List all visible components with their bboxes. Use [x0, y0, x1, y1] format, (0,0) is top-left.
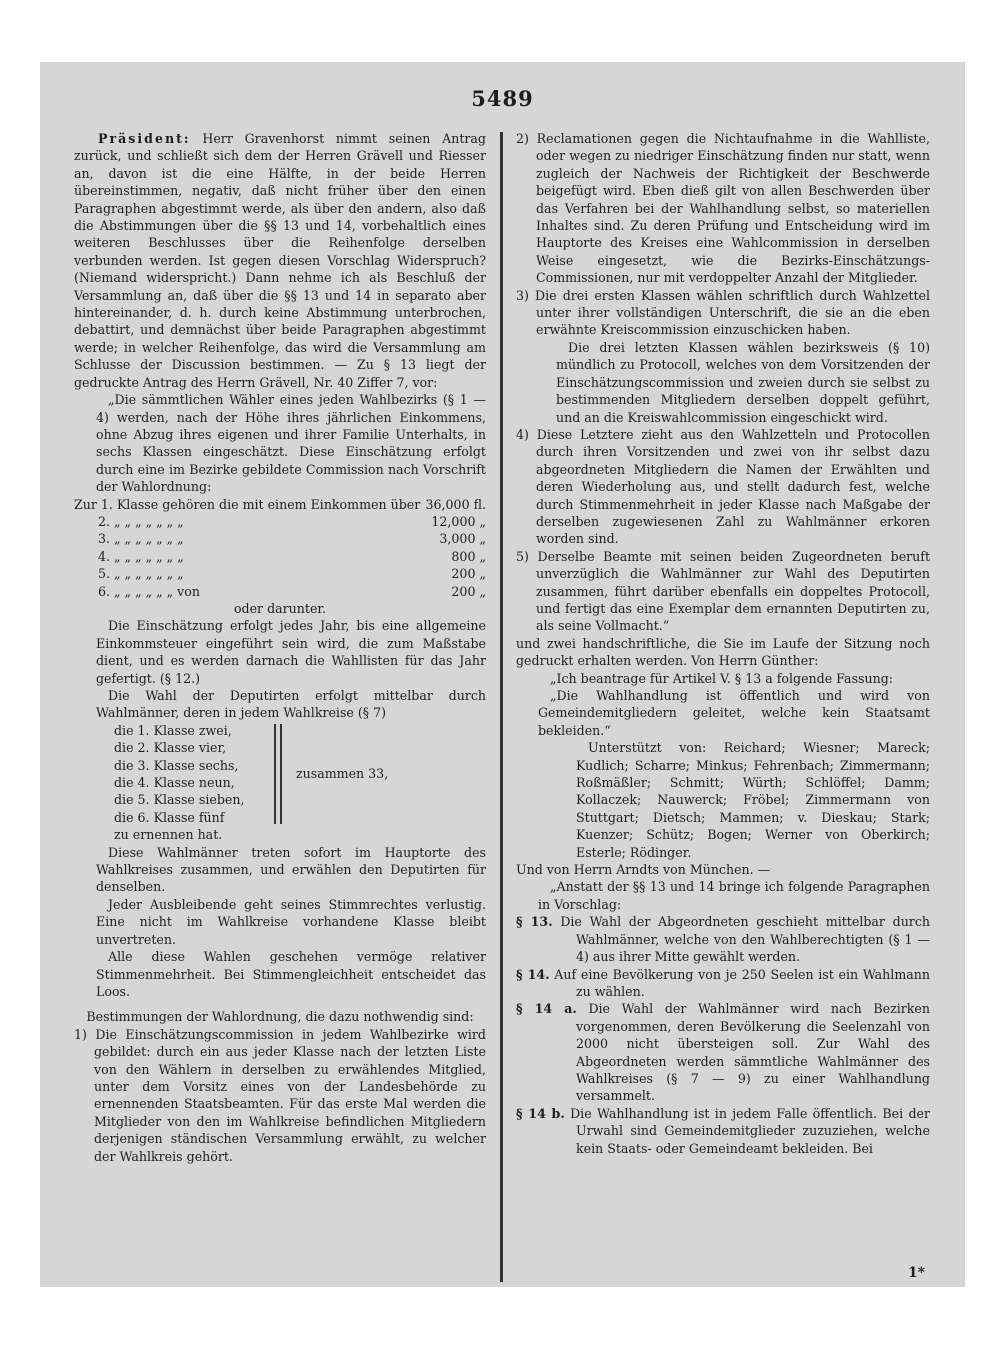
section-label: § 14 a.: [516, 1001, 577, 1017]
section-text: Die Wahl der Wahlmänner wird nach Bezirken vorgenommen, deren Bevölkerung die Seelenzahl von 2000 nicht übersteigen soll. Zur Wahl des Abgeordneten werden sämmtliche Wahlmänner des Wahlkreises (§ 7 — 9) zu einer Wahlhandlung versammelt.: [576, 1001, 930, 1104]
handwritten-note-paragraph: und zwei handschriftliche, die Sie im Laufe der Sitzung noch gedruckt erhalten werden. Von Herrn Günther:: [516, 635, 930, 669]
provision-3: 3) Die drei ersten Klassen wählen schriftlich durch Wahlzettel unter ihrer vollständigen Unterschrift, die sie an die eben erwähnte Kreiscommission einzuschicken haben.: [516, 287, 930, 338]
page-number: 5489: [471, 86, 534, 111]
list-item: die 5. Klasse sieben,: [114, 792, 245, 808]
provision-3b: Die drei letzten Klassen wählen bezirksweis (§ 10) mündlich zu Protocoll, welches von dem Vorsitzenden der Einschätzungscommission und zweien durch sie selbst zu bestimmenden Mitgliedern derselben doppelt geführt, und an die Kreiswahlcommission eingeschickt wird.: [556, 339, 930, 425]
brace-total: zusammen 33,: [296, 766, 389, 782]
brace-bracket: [274, 724, 282, 824]
table-row: [74, 548, 486, 565]
section-heading: Bestimmungen der Wahlordnung, die dazu nothwendig sind:: [86, 1009, 474, 1025]
list-item: die 2. Klasse vier,: [114, 740, 227, 756]
section-text: Auf eine Bevölkerung von je 250 Seelen ist ein Wahlmann zu wählen.: [554, 966, 930, 999]
class-label: 6. „ „ „ „ „ „ von: [98, 583, 200, 599]
column-divider: [500, 132, 503, 1282]
document-page: [40, 62, 965, 1287]
table-row: [74, 583, 486, 600]
deputy-paragraph: Die Wahl der Deputirten erfolgt mittelbar durch Wahlmänner, deren in jedem Wahlkreise (§ 7): [96, 688, 486, 721]
assessment-paragraph: Die Einschätzung erfolgt jedes Jahr, bis eine allgemeine Einkommsteuer eingeführt sein wird, die zum Maßstabe dient, und es werden darnach die Wahllisten für das Jahr gefertigt. (§ 12.): [96, 618, 486, 686]
right-column: [516, 130, 930, 1157]
section-text: Die Wahlhandlung ist in jedem Falle öffentlich. Bei der Urwahl sind Gemeindemitglieder zuzuziehen, welche kein Staats- oder Gemeindeamt bekleiden. Bei: [570, 1105, 930, 1156]
table-row: [74, 530, 486, 547]
section-label: § 13.: [516, 914, 553, 930]
supporters-list: Unterstützt von: Reichard; Wiesner; Mareck; Kudlich; Scharre; Minkus; Fehrenbach; Zimmermann; Roßmäßler; Schmitt; Würth; Schlöffel; Damm; Kollaczek; Nauwerck; Fröbel; Zimmermann von Stuttgart; Dietsch; Mammen; v. Dieskau; Stark; Kuenzer; Schütz; Bogen; Werner von Oberkirch; Esterle; Rödinger.: [576, 740, 930, 860]
arndts-motion: „Anstatt der §§ 13 und 14 bringe ich folgende Paragraphen in Vorschlag:: [538, 879, 930, 912]
arndts-intro: Und von Herrn Arndts von München. —: [516, 862, 771, 878]
footer-mark: 1*: [907, 1265, 925, 1281]
majority-paragraph: Alle diese Wahlen geschehen vermöge relativer Stimmenmehrheit. Bei Stimmengleichheit entscheidet das Loos.: [96, 949, 486, 999]
table-row: [74, 565, 486, 582]
class-label: 5. „ „ „ „ „ „ „: [98, 566, 184, 582]
table-row: [74, 496, 486, 513]
list-item: die 1. Klasse zwei,: [114, 722, 232, 738]
section-14: [516, 966, 930, 1001]
motion-quote: „Die sämmtlichen Wähler eines jeden Wahlbezirks (§ 1 — 4) werden, nach der Höhe ihres jährlichen Einkommens, ohne Abzug ihres eigenen und ihrer Familie Unterhalts, in sechs Klassen eingeschätzt. Diese Einschätzung erfolgt durch eine im Bezirke gebildete Commission nach Vorschrift der Wahlordnung:: [96, 392, 486, 495]
class-amount: 200 „: [451, 566, 486, 582]
president-paragraph: [74, 130, 486, 391]
elector-brace-list: [74, 722, 486, 826]
president-text: Herr Gravenhorst nimmt seinen Antrag zurück, und schließt sich dem der Herren Grävell und Riesser an, davon ist die eine Hälfte, in der beide Herren übereinstimmen, negativ, daß nicht früher über den einen Paragraphen abgestimmt werde, als über den andern, also daß die Abstimmungen über die §§ 13 und 14, vorbehaltlich eines weiteren Beschlusses über die Reihenfolge derselben verbunden werden. Ist gegen diesen Vorschlag Widerspruch? (Niemand widerspricht.) Dann nehme ich als Beschluß der Versammlung an, daß über die §§ 13 und 14 in separato aber hintereinander, d. h. durch keine Abstimmung unterbrochen, debattirt, und demnächst über beide Paragraphen abgestimmt werde; in welcher Reihenfolge, das wird die Versammlung am Schlusse der Discussion bestimmen. — Zu § 13 liegt der gedruckte Antrag des Herrn Grävell, Nr. 40 Ziffer 7, vor:: [74, 131, 486, 390]
provision-2: 2) Reclamationen gegen die Nichtaufnahme in die Wahlliste, oder wegen zu niedriger Einschätzung finden nur statt, wenn zugleich der Nachweis der Richtigkeit der Beschwerde beigefügt wird. Eben dieß gilt von allen Beschwerden über das Verfahren bei der Wahlhandlung selbst, so materiellen Inhaltes sind. Zu deren Prüfung und Entscheidung wird im Hauptorte des Kreises eine Wahlcommission in derselben Weise eingesetzt, wie die Bezirks-Einschätzungs-Commissionen, nur mit verdoppelter Anzahl der Mitglieder.: [516, 131, 930, 286]
class-label: 3. „ „ „ „ „ „ „: [98, 531, 184, 547]
section-label: § 14 b.: [516, 1105, 565, 1121]
provision-5: 5) Derselbe Beamte mit seinen beiden Zugeordneten beruft unverzüglich die Wahlmänner zur Wahl des Deputirten zusammen, führt darüber ebenfalls ein doppeltes Protocoll, und fertigt das eine Exemplar dem ernannten Deputirten zu, als seine Vollmacht.“: [516, 548, 930, 634]
speaker-label: Präsident:: [98, 131, 191, 146]
section-13: [516, 913, 930, 965]
brace-items: [74, 722, 274, 826]
class-label: Zur 1. Klasse gehören die mit einem Einkommen über: [74, 496, 421, 512]
list-item: die 4. Klasse neun,: [114, 775, 235, 791]
list-item: die 6. Klasse fünf: [114, 809, 225, 825]
left-column: [74, 130, 486, 1165]
class-label: 2. „ „ „ „ „ „ „: [98, 513, 184, 529]
provision-4: 4) Diese Letztere zieht aus den Wahlzetteln und Protocollen durch ihren Vorsitzenden und zwei von ihr selbst dazu abgeordneten Mitgliedern die Namen der Erwählten und deren Wiederholung aus, und stellt dadurch fest, welche durch Stimmenmehrheit in jeder Klasse nach Maßgabe der derselben zugewiesenen Zahl zu Wahlmänner erkoren worden sind.: [516, 426, 930, 547]
list-item: die 3. Klasse sechs,: [114, 757, 239, 773]
guenther-motion: „Ich beantrage für Artikel V. § 13 a folgende Fassung:: [550, 670, 894, 686]
class-amount: 3,000 „: [439, 531, 486, 547]
section-label: § 14.: [516, 966, 550, 982]
guenther-quote: „Die Wahlhandlung ist öffentlich und wird von Gemeindemitgliedern geleitet, welche kein Staatsamt bekleiden.“: [538, 688, 930, 738]
darunter-line: oder darunter.: [233, 600, 327, 616]
section-14a: [516, 1000, 930, 1104]
provision-1: 1) Die Einschätzungscommission in jedem Wahlbezirke wird gebildet: durch ein aus jeder Klasse nach der letzten Liste von den Wählern in derselben zu erwählendes Mitglied, unter dem Vorsitz eines von der Landesbehörde zu ernennenden Staatsbeamten. Für das erste Mal werden die Mitglieder von den im Wahlkreise befindlichen Mitgliedern derjenigen ständischen Versammlung erwählt, zu welcher der Wahlkreis gehört.: [74, 1026, 486, 1164]
absence-paragraph: Jeder Ausbleibende geht seines Stimmrechtes verlustig. Eine nicht im Wahlkreise vorhandene Klasse bleibt unvertreten.: [96, 896, 486, 947]
section-14b: [516, 1105, 930, 1157]
class-amount: 200 „: [451, 583, 486, 599]
income-class-table: [74, 496, 486, 600]
ernennen-line: zu ernennen hat.: [114, 827, 223, 843]
class-amount: 12,000 „: [431, 513, 486, 529]
class-amount: 800 „: [451, 548, 486, 564]
table-row: [74, 513, 486, 530]
class-amount: 36,000 fl.: [425, 496, 486, 512]
electors-paragraph: Diese Wahlmänner treten sofort im Hauptorte des Wahlkreises zusammen, und erwählen den Deputirten für denselben.: [96, 844, 486, 895]
class-label: 4. „ „ „ „ „ „ „: [98, 548, 184, 564]
section-text: Die Wahl der Abgeordneten geschieht mittelbar durch Wahlmänner, welche von den Wahlberechtigten (§ 1 — 4) aus ihrer Mitte gewählt werden.: [560, 914, 930, 965]
